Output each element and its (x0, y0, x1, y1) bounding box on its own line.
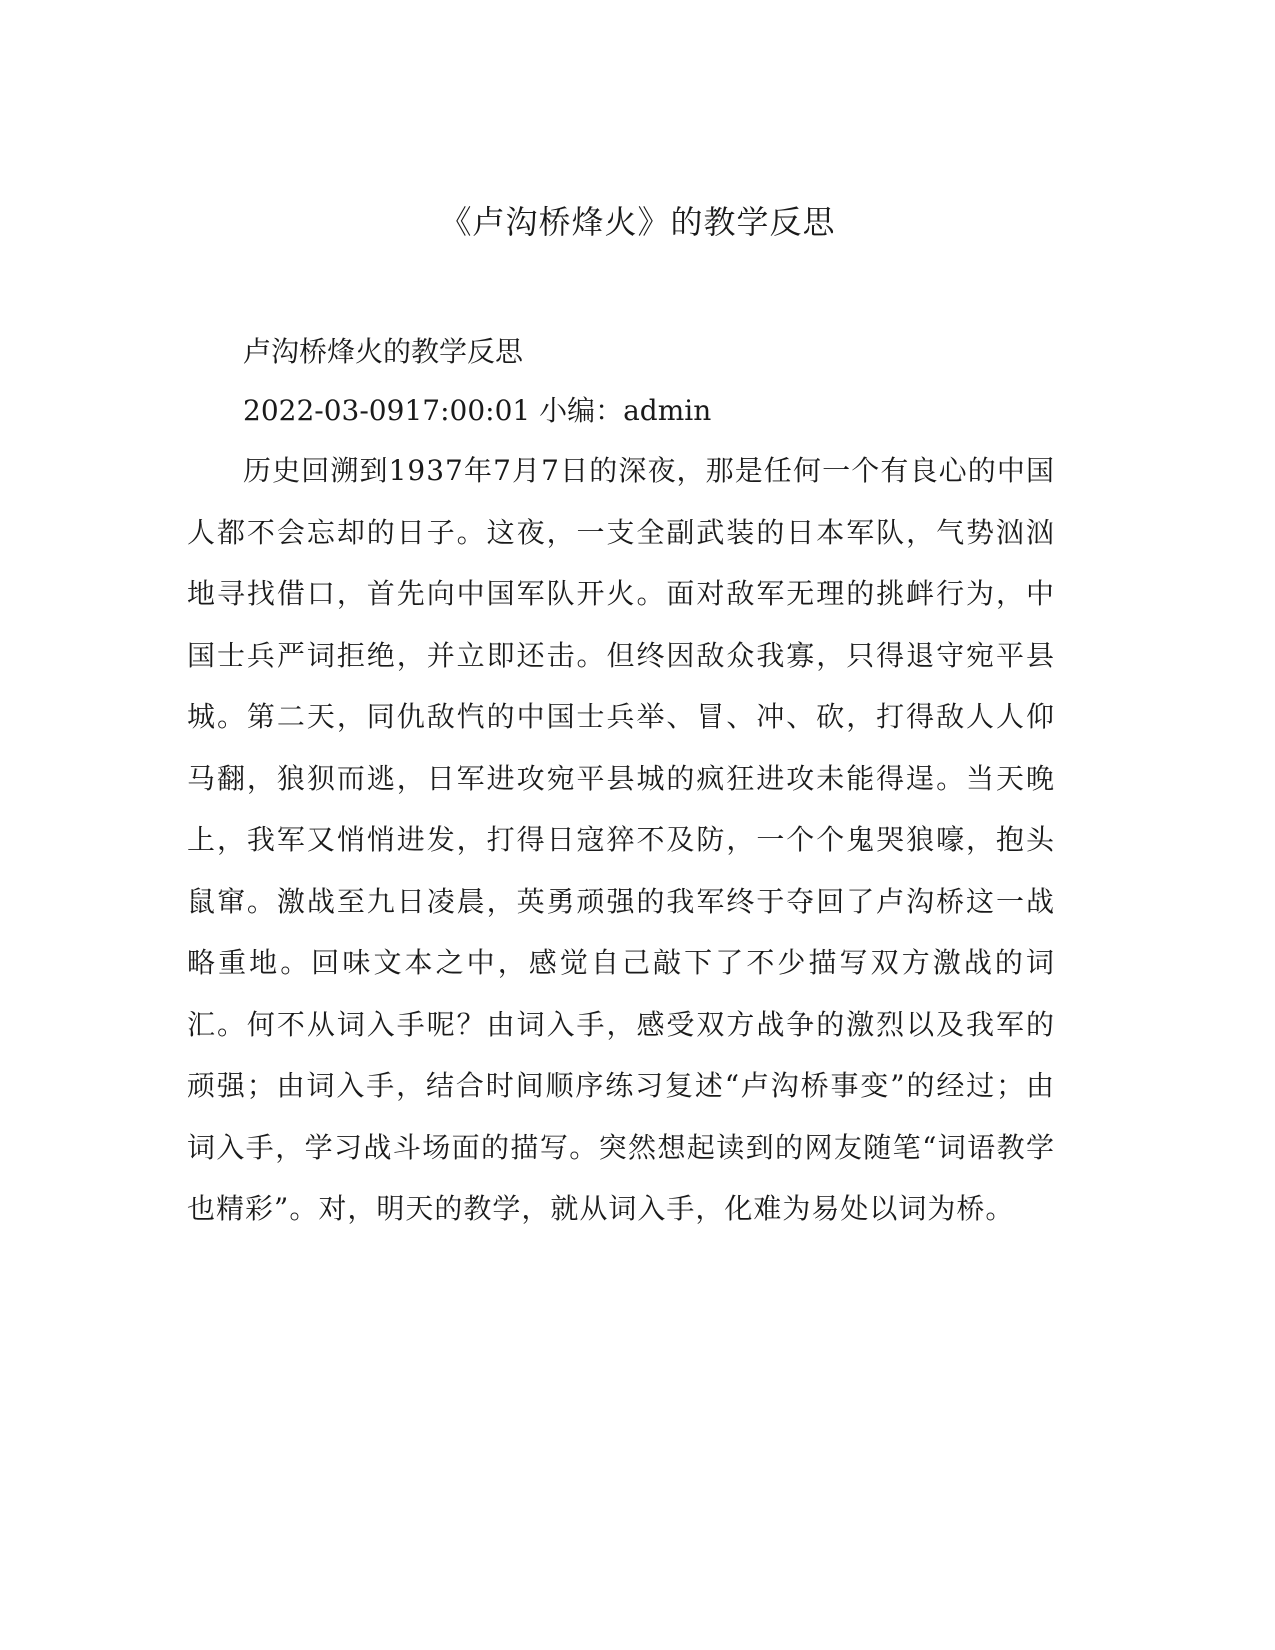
document-meta-line: 2022-03-0917:00:01 小编：admin (243, 394, 712, 427)
document-subtitle: 卢沟桥烽火的教学反思 (243, 335, 524, 368)
document-title: 《卢沟桥烽火》的教学反思 (439, 203, 836, 241)
body-paragraph: 历史回溯到1937年7月7日的深夜，那是任何一个有良心的中国人都不会忘却的日子。这夜，一支全副武装的日本军队，气势汹汹地寻找借口，首先向中国军队开火。面对敌军无理的挑衅行为，中国士兵严词拒绝，并立即还击。但终因敌众我寡，只得退守宛平县城。第二天，同仇敌忾的中国士兵举、冒、冲、砍，打得敌人人仰马翻，狼狈而逃，日军进攻宛平县城的疯狂进攻未能得逞。当天晚上，我军又悄悄进发，打得日寇猝不及防，一个个鬼哭狼嚎，抱头鼠窜。激战至九日凌晨，英勇顽强的我军终于夺回了卢沟桥这一战略重地。回味文本之中，感觉自己敲下了不少描写双方激战的词汇。何不从词入手呢？由词入手，感受双方战争的激烈以及我军的顽强；由词入手，结合时间顺序练习复述“卢沟桥事变”的经过；由词入手，学习战斗场面的描写。突然想起读到的网友随笔“词语教学也精彩”。对，明天的教学，就从词入手，化难为易处以词为桥。 (187, 454, 1055, 1225)
document-content (187, 322, 1055, 1240)
